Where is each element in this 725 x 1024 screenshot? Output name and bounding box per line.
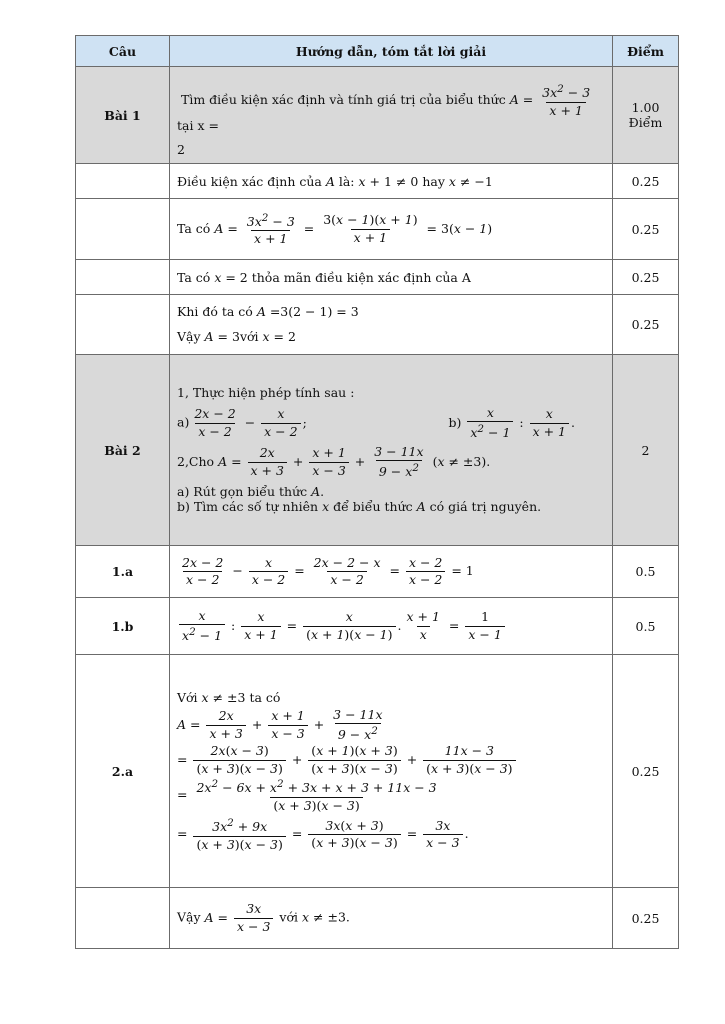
row-gia-tri-A — [76, 295, 679, 355]
row-1a — [76, 546, 679, 598]
points-1b: 0.5 — [613, 598, 679, 655]
header-cau: Câu — [76, 36, 170, 67]
task-tail-2: 2 — [177, 141, 185, 157]
expr-A-def: A = $\frac{3x^2 - 3}{x + 1}$ — [509, 83, 591, 118]
content-2a: Với x ≠ ±3 ta có A = $\frac{2x}{x + 3}$ + $\frac{x + 1}{x - 3}$ + $\frac{3 - 11x}{9 - x^2}$ = $\frac{2x(x - 3)}{(x + 3)(x - 3)}$ + $\frac{(x + 1)(x + 3)}{(x + 3)(x - 3)}$ + $\frac{11x - 3}{(x + 3)(x - 3)}$ = $\frac{2x^2 - 6x + x^2 + 3x + x + 3 + 11x - 3}{(x + 3)(x - 3)}$ = $\frac{3x^2 + 9x}{(x + 3)(x - 3)}$ = $\frac{3x(x + 3)}{(x + 3)(x - 3)}$ = $\frac{3x}{x - 3}$ . — [170, 655, 613, 888]
points-1a: 0.5 — [613, 546, 679, 598]
points-bai-2: 2 — [613, 355, 679, 546]
content-1b: $\frac{x}{x^2 - 1}$ : $\frac{x}{x + 1}$ = $\frac{x}{(x + 1)(x - 1)}$ . $\frac{x + 1}{x}$ = $\frac{1}{x - 1}$ — [170, 598, 613, 655]
points-bai-1: 1.00 Điểm — [613, 67, 679, 164]
points-gia-tri-A: 0.25 — [613, 295, 679, 355]
header-huong-dan: Hướng dẫn, tóm tắt lời giải — [170, 36, 613, 67]
content-ket-luan-2a: Vậy A = $\frac{3x}{x - 3}$ với x ≠ ±3. — [170, 888, 613, 949]
task-text: Tìm điều kiện xác định và tính giá trị của biểu thức — [180, 92, 506, 108]
row-1b — [76, 598, 679, 655]
label-2a: 2.a — [76, 655, 170, 888]
label-1b: 1.b — [76, 598, 170, 655]
content-dkxd: Điều kiện xác định của A là: x + 1 ≠ 0 hay x ≠ −1 — [170, 164, 613, 199]
task-tail: tại x = — [177, 118, 219, 134]
content-rut-gon-A: Ta có A = $\frac{3x^2 - 3}{x + 1}$ = $\frac{3(x - 1)(x + 1)}{x + 1}$ = 3(x − 1) — [170, 199, 613, 260]
content-gia-tri-A: Khi đó ta có A =3(2 − 1) = 3 Vậy A = 3với x = 2 — [170, 295, 613, 355]
points-x-bang-2: 0.25 — [613, 260, 679, 295]
row-ket-luan-2a — [76, 888, 679, 949]
solution-table — [75, 35, 679, 949]
content-bai-2: 1, Thực hiện phép tính sau : a) $\frac{2x - 2}{x - 2}$ − $\frac{x}{x - 2}$ ; b) $\frac{x}{x^2 - 1}$ : $\frac{x}{x + 1}$ . 2,Cho A = $\frac{2x}{x + 3}$ + $\frac{x + 1}{x - 3}$ + $\frac{3 - 11x}{9 - x^2}$ (x ≠ ±3). a) Rút gọn biểu thức A. b) Tìm các số tự nhiên x để biểu thức A có giá trị nguyên. — [170, 355, 613, 546]
content-x-bang-2: Ta có x = 2 thỏa mãn điều kiện xác định của A — [170, 260, 613, 295]
content-bai-1 — [170, 67, 613, 164]
row-bai-1 — [76, 67, 679, 164]
points-rut-gon-A: 0.25 — [613, 199, 679, 260]
row-x-bang-2 — [76, 260, 679, 295]
row-dkxd — [76, 164, 679, 199]
label-bai-1: Bài 1 — [76, 67, 170, 164]
label-1a: 1.a — [76, 546, 170, 598]
content-1a: $\frac{2x - 2}{x - 2}$ − $\frac{x}{x - 2}$ = $\frac{2x - 2 - x}{x - 2}$ = $\frac{x - 2}{x - 2}$ = 1 — [170, 546, 613, 598]
points-dkxd: 0.25 — [613, 164, 679, 199]
row-rut-gon-A — [76, 199, 679, 260]
points-2a: 0.25 — [613, 655, 679, 888]
points-ket-luan-2a: 0.25 — [613, 888, 679, 949]
header-diem: Điểm — [613, 36, 679, 67]
label-bai-2: Bài 2 — [76, 355, 170, 546]
row-2a — [76, 655, 679, 888]
row-bai-2 — [76, 355, 679, 546]
